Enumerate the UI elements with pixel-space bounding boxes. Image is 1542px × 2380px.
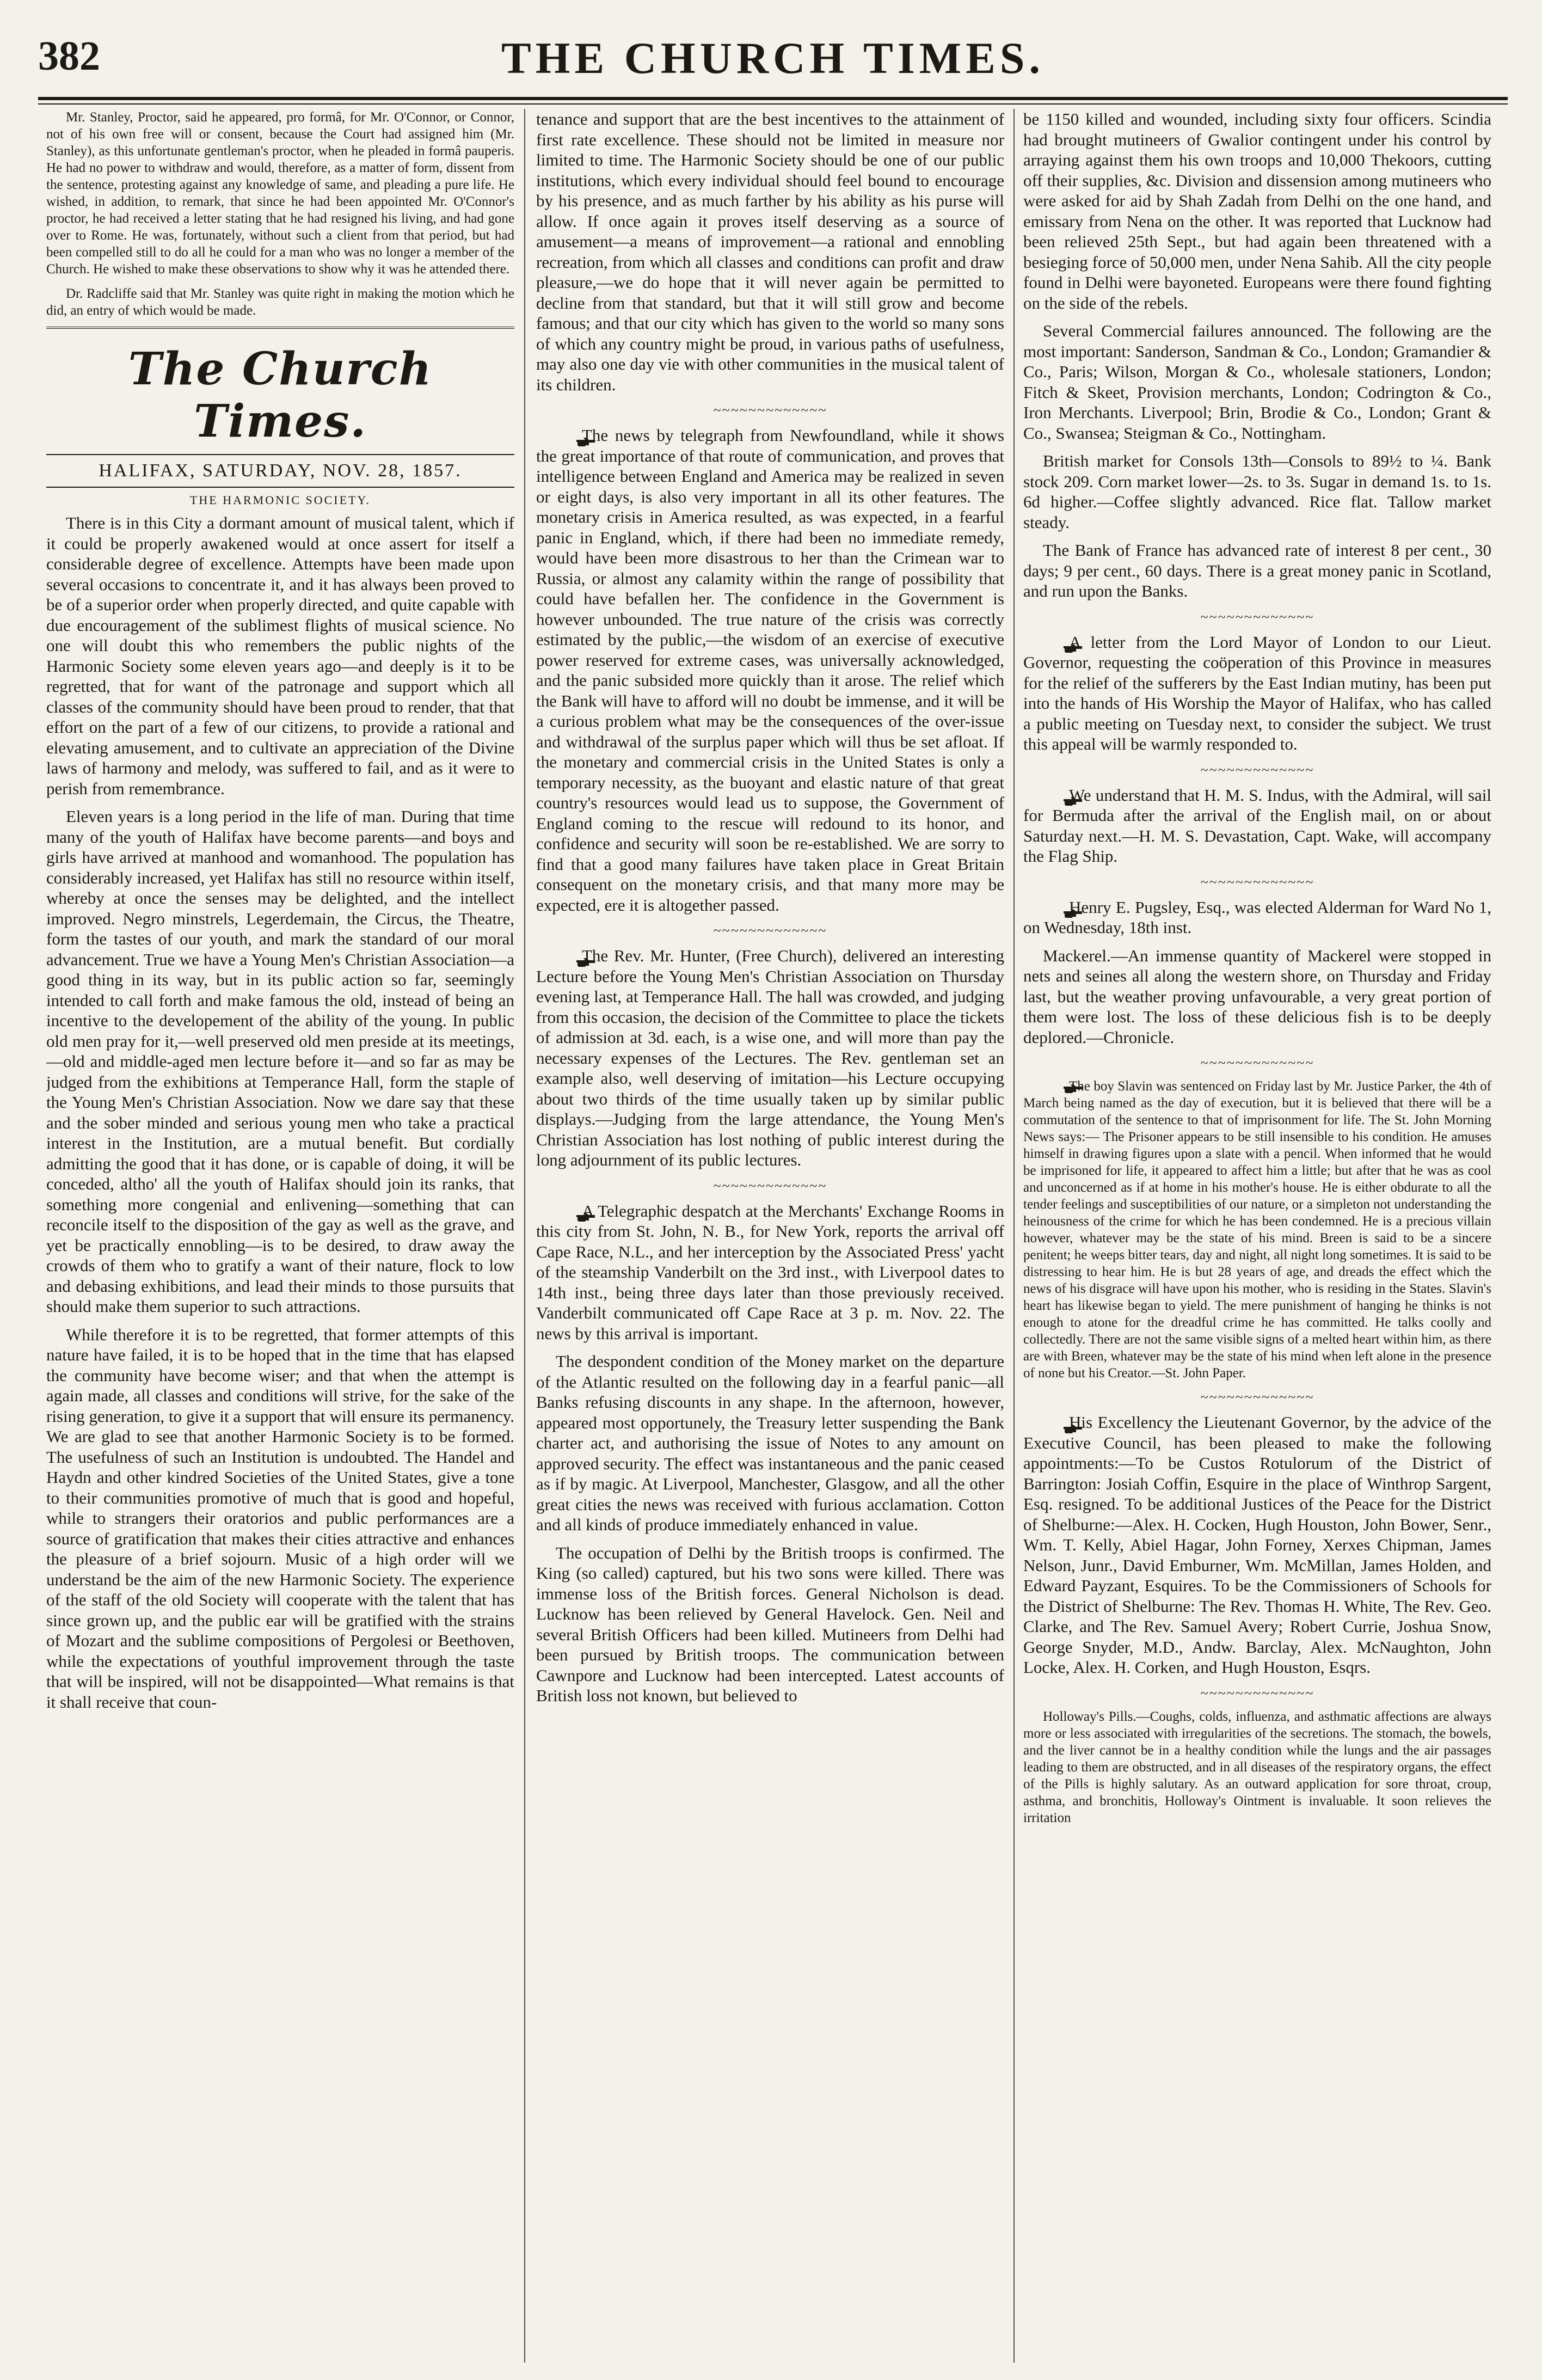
ornamental-divider: ~~~~~~~~~~~~~ — [1200, 874, 1314, 890]
news-item-indus: We understand that H. M. S. Indus, with the Admiral, will sail for Bermuda after the arrival of the English mail, on or about Saturday next.—H. M. S. Devastation, Capt. Wake, will accompany the Flag Ship. — [1023, 785, 1491, 866]
news-item-consols: British market for Consols 13th—Consols to 89½ to ¼. Bank stock 209. Corn market lower—2s. to 3s. Sugar in demand 1s. to 1s. 6d higher.—Coffee slightly advanced. Rice flat. Tallow market steady. — [1023, 451, 1491, 532]
ornamental-divider: ~~~~~~~~~~~~~ — [713, 402, 827, 418]
pointing-hand-icon — [1043, 1082, 1064, 1093]
news-item-mackerel: Mackerel.—An immense quantity of Mackerel were stopped in nets and seines all along the western shore, on Thursday and Friday last, but the weather proving unfavourable, a very great portion of them were lost. The loss of these delicious fish is to be deeply deplored.—Chronicle. — [1023, 946, 1491, 1047]
masthead-rule — [38, 97, 1508, 100]
news-item-delhi: The occupation of Delhi by the British troops is confirmed. The King (so called) captured, but his two sons were killed. There was immense loss of the British forces. General Nicholson is dead. Lucknow has been relieved by General Havelock. Gen. Neil and several British Officers had been killed. Mutineers from Delhi had been pursued by British troops. The communication between Cawnpore and Lucknow had been intercepted. Latest accounts of British loss not known, but believed to — [536, 1543, 1004, 1705]
editorial-flag: The Church Times. — [128, 343, 433, 447]
ornamental-divider: ~~~~~~~~~~~~~ — [713, 923, 827, 938]
news-item-pugsley: Henry E. Pugsley, Esq., was elected Alderman for Ward No 1, on Wednesday, 18th inst. — [1023, 897, 1491, 937]
section-divider — [46, 327, 514, 329]
proctor-report-ruling: Dr. Radcliffe said that Mr. Stanley was quite right in making the motion which he did, an entry of which would be made. — [46, 286, 514, 318]
dateline: HALIFAX, SATURDAY, NOV. 28, 1857. — [99, 461, 462, 481]
article-paragraph: While therefore it is to be regretted, that former attempts of this nature have failed, it is to be hoped that in the time that has elapsed the community have become wiser; and that when the attempt is again made, all classes and conditions will strive, for the sake of the rising generation, to give it a support that will ensure its permanency. We are glad to see that another Harmonic Society is to be formed. The usefulness of such an Institution is undoubted. The Handel and Haydn and other kindred Societies of the United States, give a tone to their communities promotive of much that is good and hopeful, while to strangers their oratorios and public performances are a source of gratification that makes their cities attractive and enhances the pleasure of a brief sojourn. Music of a high order will we understand be the aim of the new Harmonic Society. The experience of the staff of the old Society will cooperate with the talent that has since grown up, and the public ear will be gratified with the strains of Mozart and the sublime compositions of Pergolesi or Beethoven, while the expectations of youthful improvement through the taste that will be inspired, will not be disappointed—What remains is that it shall receive that coun- — [46, 1324, 514, 1712]
news-item-bank-france: The Bank of France has advanced rate of interest 8 per cent., 30 days; 9 per cent., 60 days. There is a great money panic in Scotland, and run upon the Banks. — [1023, 541, 1491, 600]
section-divider — [46, 487, 514, 488]
masthead — [38, 33, 1508, 98]
page-number: 382 — [38, 33, 100, 79]
column-1 — [46, 109, 514, 2363]
ornamental-divider: ~~~~~~~~~~~~~ — [1200, 1389, 1314, 1405]
masthead-rule-thin — [38, 103, 1508, 105]
pointing-hand-icon — [1043, 903, 1064, 914]
pointing-hand-icon — [1043, 1419, 1064, 1430]
column-rule — [1013, 109, 1015, 2363]
article-paragraph: There is in this City a dormant amount of musical talent, which if it could be properly awakened would at once assert for itself a considerable degree of excellence. Attempts have been made upon several occasions to concentrate it, and it has always been proved to be of a superior order when properly directed, and quite capable with due encouragement of the sublimest flights of musical science. No one will doubt this who remembers the public nights of the Harmonic Society some eleven years ago—and deeply is it to be regretted, that for want of the patronage and support which all classes of the community should have been proud to render, that that effort on the part of a few of our citizens, to provide a rational and elevating amusement, and to cultivate an appreciation of the Divine laws of harmony and melody, was suffered to fail, and as it were to perish from remembrance. — [46, 513, 514, 798]
column-3 — [1023, 109, 1491, 2363]
news-item-telegraph: The news by telegraph from Newfoundland, while it shows the great importance of that route of communication, and proves that intelligence between England and America may be realized in seven or eight days, is also very important in all its other features. The monetary crisis in America resulted, as was expected, in a fearful panic in England, which, if there had been no immediate remedy, would have been more disastrous to her than the Crimean war to Russia, or almost any calamity within the range of possibility that could have befallen her. The confidence in the Government is however unbounded. The true nature of the crisis was correctly estimated by the public,—the wisdom of an exercise of executive power reserved for extreme cases, was universally acknowledged, and the panic subsided more quickly than it arose. The relief which the Bank will have to afford will no doubt be immense, and it will be a curious problem what may be the consequences of the over-issue and withdrawal of the surplus paper which will thus be set afloat. If the monetary and commercial crisis in the United States is only a temporary necessity, as the buoyant and elastic nature of that great country's resources would lead us to suppose, the Government of England coming to the rescue will redound to its honor, and confidence and security will soon be re-established. We are sorry to find that a good many failures have taken place in Great Britain consequent on the monetary crisis, and that many more may be expected, ere it is altogether passed. — [536, 426, 1004, 915]
pointing-hand-icon — [556, 432, 576, 443]
pointing-hand-icon — [1043, 791, 1064, 802]
news-continuation: be 1150 killed and wounded, including sixty four officers. Scindia had brought mutineers of Gwalior contingent under his control by arraying against them his own troops and 10,000 Thekoors, cutting off their supplies, &c. Division and dissension among mutineers who were asked for aid by Shah Zadah from Delhi on the one hand, and emissary from Nena on the other. It was reported that Lucknow had been relieved 25th Sept., but had again been threatened with a besieging force of 50,000 men, under Nena Sahib. All the city people found in Delhi were bayoneted. Europeans were there found fighting on the side of the rebels. — [1023, 109, 1491, 312]
news-item-failures: Several Commercial failures announced. The following are the most important: Sanderson, Sandman & Co., London; Gramandier & Co., Paris; Wilson, Morgan & Co., wholesale stationers, London; Fitch & Skeet, Provision merchants, London; Codrington & Co., Iron Merchants. Liverpool; Brin, Brodie & Co., London; Grant & Co., Swansea; Steigman & Co., Nottingham. — [1023, 321, 1491, 443]
column-2 — [536, 109, 1004, 2363]
news-item-lecture: The Rev. Mr. Hunter, (Free Church), delivered an interesting Lecture before the Young Men's Christian Association on Thursday evening last, at Temperance Hall. The hall was crowded, and judging from this occasion, the decision of the Committee to place the tickets of admission at 3d. each, is a wise one, and will more than pay the necessary expenses of the Lectures. The Rev. gentleman set an example also, well deserving of imitation—his Lecture occupying about two thirds of the time usually taken up by similar public displays.—Judging from the large attendance, the Young Men's Christian Association has lost nothing of public interest during the long adjournment of its public lectures. — [536, 946, 1004, 1169]
news-item-lord-mayor: A letter from the Lord Mayor of London to our Lieut. Governor, requesting the coöperation of this Province in measures for the relief of the sufferers by the East Indian mutiny, has been put into the hands of His Worship the Mayor of Halifax, who has called a public meeting on Tuesday next, to consider the subject. We trust this appeal will be warmly responded to. — [1023, 632, 1491, 753]
ornamental-divider: ~~~~~~~~~~~~~ — [1200, 609, 1314, 625]
pointing-hand-icon — [556, 1207, 576, 1218]
section-divider — [46, 454, 514, 455]
pointing-hand-icon — [1043, 638, 1064, 649]
news-item-despatch: A Telegraphic despatch at the Merchants' Exchange Rooms in this city from St. John, N. B., for New York, reports the arrival off Cape Race, N.L., and her interception by the Associated Press' yacht of the steamship Vanderbilt on the 3rd inst., with Liverpool dates to 14th inst., being three days later than those previously received. Vanderbilt communicated off Cape Race at 3 p. m. Nov. 22. The news by this arrival is important. — [536, 1201, 1004, 1343]
ornamental-divider: ~~~~~~~~~~~~~ — [1200, 762, 1314, 778]
article-paragraph: Eleven years is a long period in the life of man. During that time many of the youth of Halifax have become parents—and boys and girls have arrived at manhood and womanhood. The population has considerably increased, yet Halifax has still no resource within itself, whereby at once the senses may be delighted, and the intellect improved. Negro minstrels, Legerdemain, the Circus, the Theatre, form the tastes of our youth, and mark the standard of our moral advancement. True we have a Young Men's Christian Association—a good thing in its way, but in its public action so far, seemingly intended to call forth and make famous the old, instead of being an incentive to the developement of the ability of the young. In public old men pray for it,—well preserved old men preside at its meetings,—old and middle-aged men lecture before it—and so far as may be judged from the exhibitions at Temperance Hall, form the staple of the Young Men's Christian Association. Now we dare say that these and the sober minded and serious young men who take a practical interest in the Institution, are a mutual benefit. But cordially admitting the good that it has done, or is capable of doing, it will be conceded, altho' all the youth of Halifax should join its ranks, that something more congenial and enlivening—something that can reconcile itself to the disposition of the gay as well as the grave, and yet be practically ennobling—is to be desired, to draw away the crowds of them who to gratify a want of their nature, flock to low and debasing exhibitions, and lead their minds to those pursuits that should make them superior to such attractions. — [46, 807, 514, 1316]
proctor-report: Mr. Stanley, Proctor, said he appeared, pro formâ, for Mr. O'Connor, or Connor, not of his own free will or consent, because the Court had assigned him (Mr. Stanley), as this unfortunate gentleman's proctor, when he pleaded in formâ pauperis. He had no power to withdraw and would, therefore, as a matter of form, dissent from the sentence, protesting against any knowledge of same, and pleading a pure life. He wished, in addition, to remark, that since he had been appointed Mr. O'Connor's proctor, he had received a letter stating that he had resigned his living, and had gone over to Rome. He was, fortunately, without such a client from that period, but had been compelled still to do all he could for a man who was no longer a member of the Church. He wished to make these observations to show why it was he attended there. — [46, 110, 514, 277]
ornamental-divider: ~~~~~~~~~~~~~ — [1200, 1055, 1314, 1071]
news-item-appointments: His Excellency the Lieutenant Governor, by the advice of the Executive Council, has been pleased to make the following appointments:—To be Custos Rotulorum of the District of Barrington: Josiah Coffin, Esquire in the place of Winthrop Sargent, Esq. resigned. To be additional Justices of the Peace for the District of Shelburne:—Alex. H. Cocken, Hugh Houston, John Bower, Senr., Wm. T. Kelly, Abiel Hagar, John Forney, Xerxes Chipman, James Nelson, Junr., David Emburner, Wm. McMillan, James Holden, and Edward Payzant, Esquires. To be the Commissioners of Schools for the District of Shelburne: The Rev. Thomas H. White, The Rev. Geo. Clarke, and The Rev. Samuel Avery; Robert Currie, Joshua Snow, George Snyder, M.D., Andw. Barclay, Alex. McNaughton, John Locke, Alex. H. Corken, and Hugh Houston, Esqrs. — [1023, 1413, 1491, 1677]
pointing-hand-icon — [556, 952, 576, 963]
column-rule — [524, 109, 525, 2363]
news-item-money-market: The despondent condition of the Money market on the departure of the Atlantic resulted on the following day in a fearful panic—all Banks refusing discounts in any shape. In the afternoon, however, appeared most opportunely, the Treasury letter suspending the Bank charter act, and authorising the issue of Notes to any amount on approved security. The effect was instantaneous and the panic ceased as if by magic. At Liverpool, Manchester, Glasgow, and all the other great cities the news was received with furious acclamation. Cotton and all kinds of produce immediately enhanced in value. — [536, 1352, 1004, 1534]
paper-title: THE CHURCH TIMES. — [501, 33, 1045, 83]
ornamental-divider: ~~~~~~~~~~~~~ — [713, 1177, 827, 1194]
article-heading: THE HARMONIC SOCIETY. — [189, 493, 371, 507]
ornamental-divider: ~~~~~~~~~~~~~ — [1200, 1685, 1314, 1701]
news-item-slavin: The boy Slavin was sentenced on Friday last by Mr. Justice Parker, the 4th of March being named as the day of execution, but it is believed that there will be a commutation of the sentence to that of imprisonment for life. The St. John Morning News says:— The Prisoner appears to be still insensible to his condition. He amuses himself in drawing figures upon a slate with a pencil. When informed that he would be imprisoned for life, it appeared to affect him a little; but after that he was as cool and unconcerned as if at home in his mother's house. He is either obdurate to all the tender feelings and susceptibilities of our nature, or a simpleton not understanding the heinousness of the crime for which he has been condemned. He is a precious villain however, whatever may be the state of his mind. Breen is said to be a sincere penitent; he weeps bitter tears, day and night, all night long sometimes. It is said to be distressing to hear him. He is but 28 years of age, and dreads the effect which the news of his disgrace will have upon his mother, who is residing in the States. Slavin's heart has likewise began to yield. The mere punishment of hanging he thinks is not enough to atone for the dreadful crime he has committed. He talks coolly and collectedly. There are not the same visible signs of a melted heart within him, as there are with Breen, whatever may be the state of his mind when left alone in the presence of none but his Creator.—St. John Paper. — [1023, 1079, 1491, 1381]
article-continuation: tenance and support that are the best incentives to the attainment of first rate excellence. These should not be limited in measure nor limited to time. The Harmonic Society should be one of our public institutions, which every individual should feel bound to encourage by his presence, and as much farther by his ability as his purse will allow. If once again it proves itself deserving as a source of amusement—a means of improvement—a rational and ennobling recreation, from which all classes and conditions can profit and draw pleasure,—we do hope that it will never again be permitted to decline from that standard, but that it will still grow and become famous; and that our city which has given to the world so many sons of which any country might be proud, in various paths of usefulness, may also one day vie with other communities in the musical talent of its children. — [536, 109, 1004, 394]
advert-holloway: Holloway's Pills.—Coughs, colds, influenza, and asthmatic affections are always more or less associated with irregularities of the secretions. The stomach, the bowels, and the liver cannot be in a healthy condition while the lungs and the air passages leading to them are obstructed, and in all diseases of the respiratory organs, the effect of the Pills is highly salutary. As an outward application for sore throat, croup, asthma, and bronchitis, Holloway's Ointment is invaluable. It soon relieves the irritation — [1023, 1709, 1491, 1825]
